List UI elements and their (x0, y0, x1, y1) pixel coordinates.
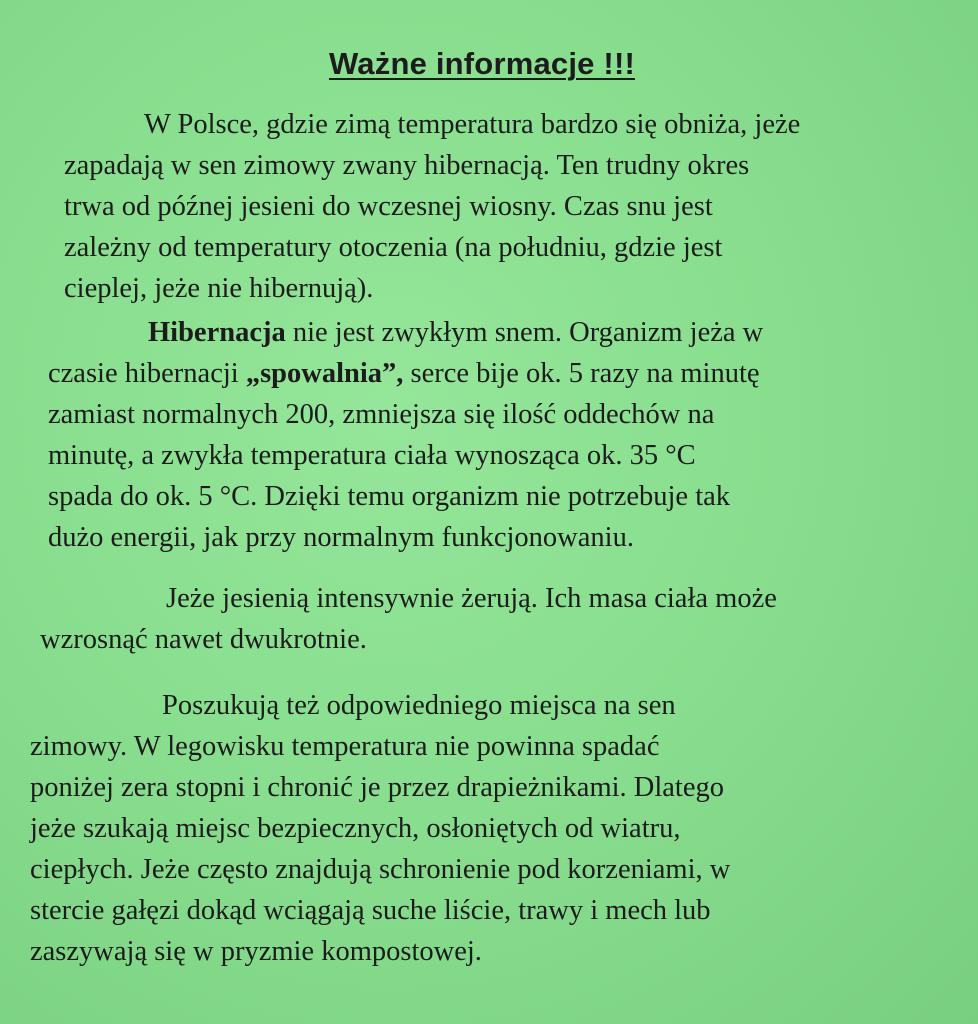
text-line: minutę, a zwykła temperatura ciała wynosząca ok. 35 °C (48, 440, 696, 471)
text-line: jeże szukają miejsc bezpiecznych, osłoniętych od wiatru, (30, 813, 681, 844)
text-line: zimowy. W legowisku temperatura nie powinna spadać (30, 731, 660, 762)
paragraph-3 (40, 578, 777, 660)
text-line: poniżej zera stopni i chronić je przez drapieżnikami. Dlatego (30, 772, 724, 803)
text-line: cieplej, jeże nie hibernują). (64, 273, 374, 304)
text-line: dużo energii, jak przy normalnym funkcjonowaniu. (48, 522, 634, 553)
paragraph-1 (64, 104, 800, 309)
text-line: zamiast normalnych 200, zmniejsza się ilość oddechów na (48, 399, 715, 430)
text-line: trwa od późnej jesieni do wczesnej wiosny. Czas snu jest (64, 191, 713, 222)
text-line: zaszywają się w pryzmie kompostowej. (30, 936, 482, 967)
text-line (48, 312, 763, 353)
text-line: Poszukują też odpowiedniego miejsca na sen (162, 690, 676, 721)
text-line: spada do ok. 5 °C. Dzięki temu organizm nie potrzebuje tak (48, 481, 731, 512)
text-segment: czasie hibernacji (48, 358, 246, 389)
text-line: W Polsce, gdzie zimą temperatura bardzo się obniża, jeże (144, 109, 801, 140)
text-line: zapadają w sen zimowy zwany hibernacją. Ten trudny okres (64, 150, 750, 181)
text-segment: serce bije ok. 5 razy na minutę (403, 358, 760, 389)
page-title: Ważne informacje !!! (329, 46, 635, 81)
paragraph-2 (48, 312, 763, 558)
text-line (48, 353, 763, 394)
text-line: zależny od temperatury otoczenia (na południu, gdzie jest (64, 232, 723, 263)
bold-term-hibernacja: Hibernacja (148, 317, 286, 348)
text-line: wzrosnąć nawet dwukrotnie. (40, 624, 367, 655)
text-segment: nie jest zwykłym snem. Organizm jeża w (285, 317, 764, 348)
text-line: ciepłych. Jeże często znajdują schronienie pod korzeniami, w (30, 854, 731, 885)
text-line: stercie gałęzi dokąd wciągają suche liście, trawy i mech lub (30, 895, 711, 926)
text-line: Jeże jesienią intensywnie żerują. Ich masa ciała może (166, 583, 777, 614)
paragraph-4 (30, 685, 730, 972)
bold-term-spowalnia: „spowalnia”, (245, 358, 404, 389)
